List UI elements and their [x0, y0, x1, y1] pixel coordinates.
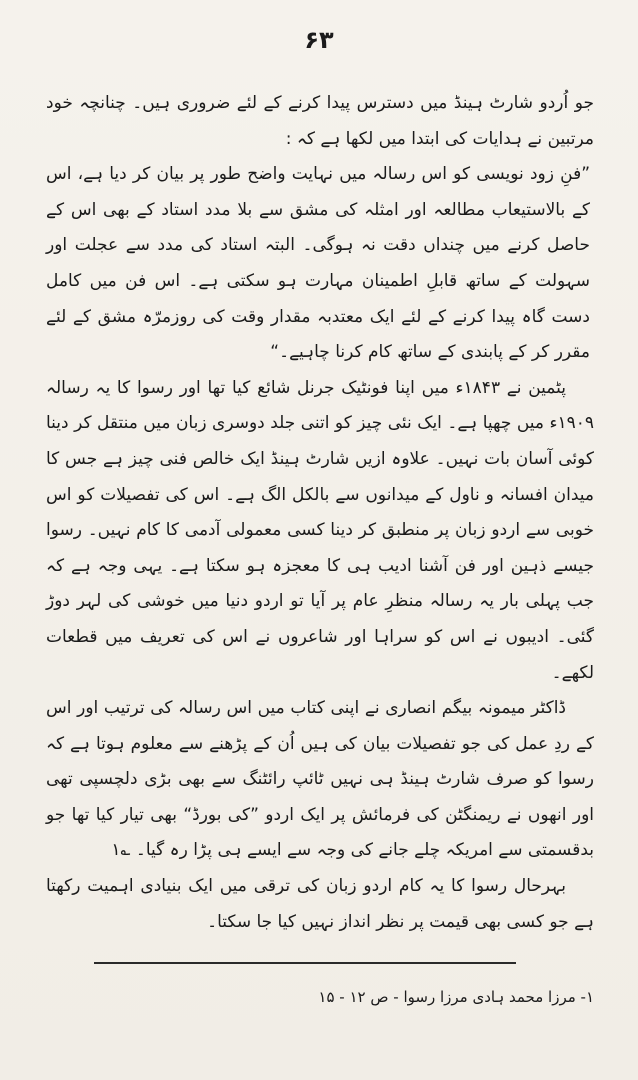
- footnote: ۱- مرزا محمد ہادی مرزا رسوا - ص ۱۲ - ۱۵: [318, 988, 594, 1006]
- paragraph-conclusion: بہرحال رسوا کا یہ کام اردو زبان کی ترقی میں ایک بنیادی اہمیت رکھتا ہے جو کسی بھی قیمت پر نظر انداز نہیں کیا جا سکتا۔: [46, 876, 594, 932]
- paragraph-quotation: ”فنِ زود نویسی کو اس رسالہ میں نہایت واضح طور پر بیان کر دیا ہے، اس کے بالاستیعاب مطالعہ اور امثلہ کی مشق سے بلا مدد استاد کے بھی اس کے حاصل کرنے میں چنداں دقت نہ ہوگی۔ البتہ استاد کی مدد سے عجلت اور سہولت کے ساتھ قابلِ اطمینان مہارت ہو سکتی ہے۔ اس فن میں کامل دست گاہ پیدا کرنے کے لئے ایک معتدبہ مقدار وقت کی روزمرّہ مشق کے لئے مقرر کر کے پابندی کے ساتھ کام کرنا چاہیے۔“: [46, 164, 590, 363]
- paragraph-dr-maimoona: ڈاکٹر میمونہ بیگم انصاری نے اپنی کتاب میں اس رسالہ کی ترتیب اور اس کے ردِ عمل کی جو تفصیلات بیان کی ہیں اُن کے پڑھنے سے معلوم ہوتا ہے کہ رسوا کو صرف شارٹ ہینڈ ہی نہیں ٹائپ رائٹنگ سے بھی بڑی دلچسپی تھی اور انھوں نے ریمنگٹن کی فرمائش پر ایک اردو ”کی بورڈ“ بھی تیار کیا تھا جو بدقسمتی سے امریکہ چلے جانے کی وجہ سے ایسے ہی پڑا رہ گیا۔ ؎۱: [46, 698, 594, 861]
- page-number: ۶۳: [304, 26, 334, 54]
- paragraph-pitman-history: پٹمین نے ۱۸۴۳ء میں اپنا فونٹیک جرنل شائع کیا تھا اور رسوا کا یہ رسالہ ۱۹۰۹ء میں چھپا ہے۔ ایک نئی چیز کو اتنی جلد دوسری زبان میں منتقل کر دینا کوئی آسان بات نہیں۔ علاوہ ازیں شارٹ ہینڈ ایک خالص فنی چیز ہے جس کا میدان افسانہ و ناول کے میدانوں سے بالکل الگ ہے۔ اس کی تفصیلات کو اس خوبی سے اردو زبان پر منطبق کر دینا کسی معمولی آدمی کا کام نہیں۔ رسوا جیسے ذہین اور فن آشنا ادیب ہی کا معجزہ ہو سکتا ہے۔ یہی وجہ ہے کہ جب پہلی بار یہ رسالہ منظرِ عام پر آیا تو اردو دنیا میں خوشی کی لہر دوڑ گئی۔ ادیبوں نے اس کو سراہا اور شاعروں نے اس کی تعریف میں قطعات لکھے۔: [46, 377, 594, 683]
- paragraph-intro: جو اُردو شارٹ ہینڈ میں دسترس پیدا کرنے کے لئے ضروری ہیں۔ چنانچہ خود مرتبین نے ہدایات کی ابتدا میں لکھا ہے کہ :: [46, 93, 594, 149]
- page-body: [46, 86, 594, 940]
- footnote-divider: [94, 962, 516, 964]
